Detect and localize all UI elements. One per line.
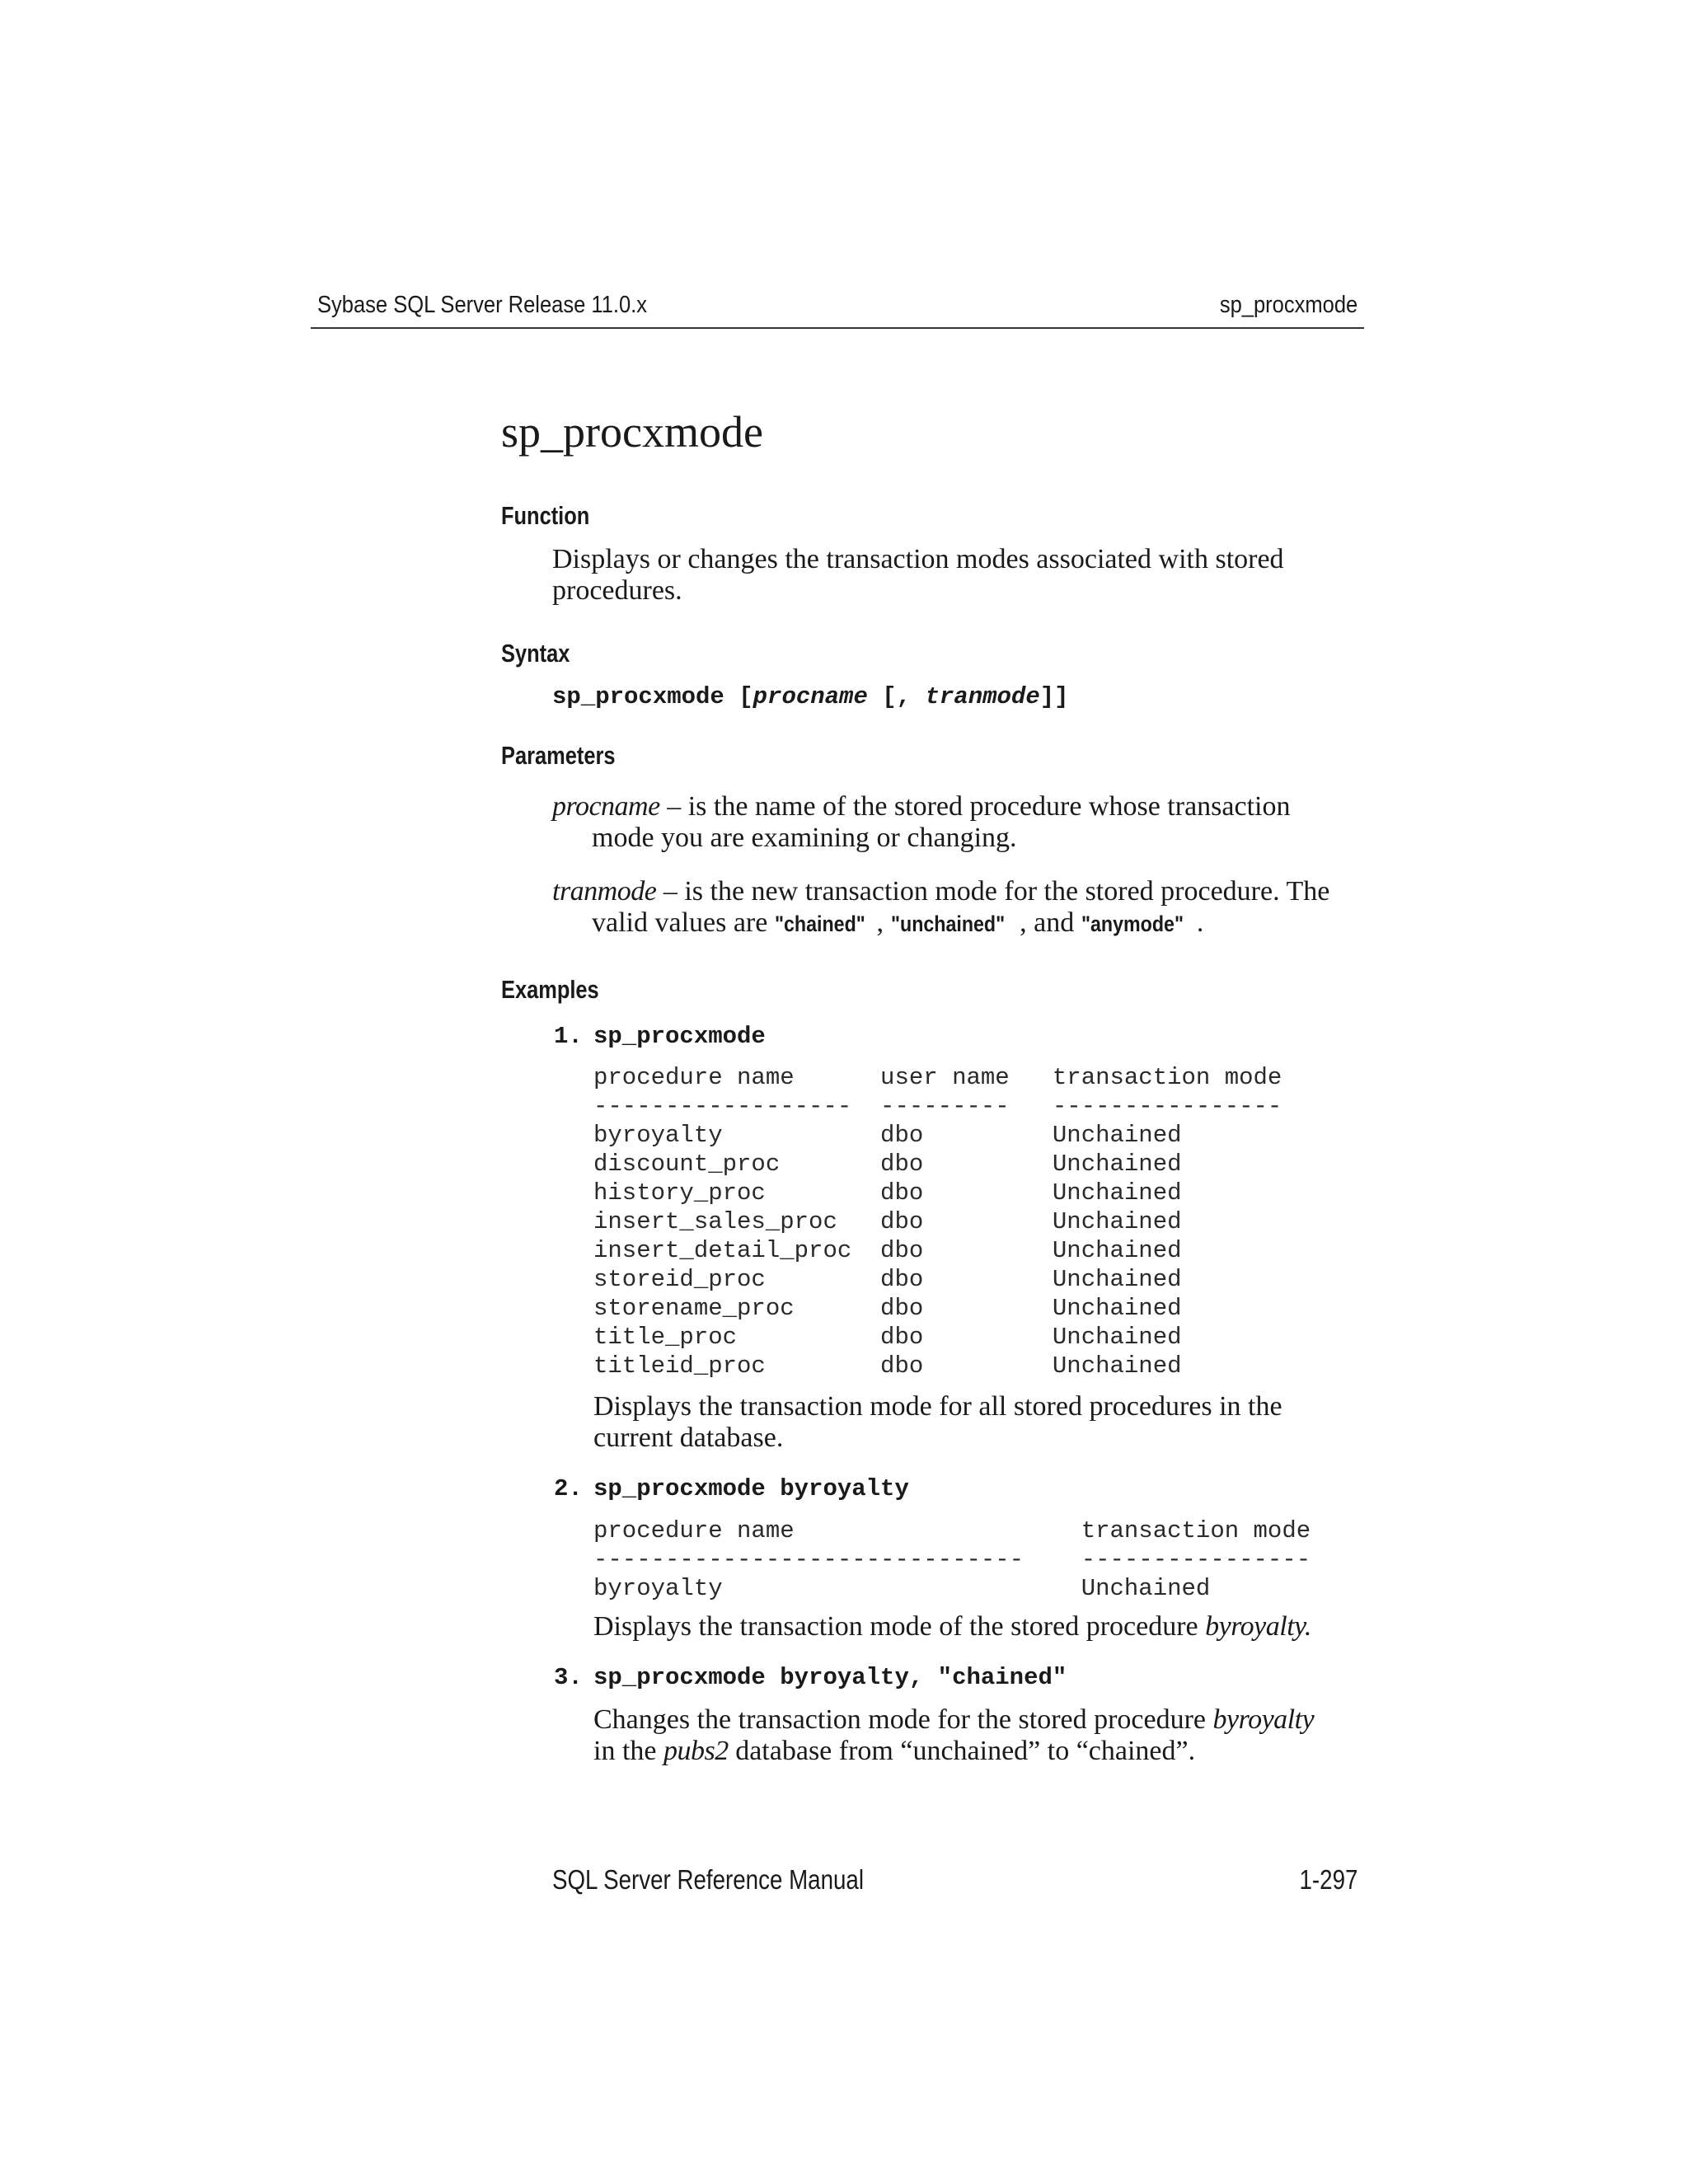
parameter-tranmode-line-1 (552, 876, 1329, 907)
example-3-number: 3. (554, 1664, 583, 1691)
parameters-heading: Parameters (501, 741, 616, 770)
example-3-desc-line-1 (593, 1704, 1314, 1736)
example-3-desc-term-2: pubs2 (663, 1736, 729, 1766)
example-1-desc-line-1: Displays the transaction mode for all stored procedures in the (593, 1391, 1282, 1422)
parameter-procname-desc: – is the name of the stored procedure whose transaction (659, 791, 1291, 822)
example-2-output: procedure name transaction mode ------------------------------ ---------------- byroyalty Unchained (593, 1517, 1311, 1602)
value-anymode: "anymode" (1081, 912, 1184, 936)
function-line-2: procedures. (552, 575, 682, 606)
example-3-desc-text-1: Changes the transaction mode for the stored procedure (593, 1704, 1213, 1735)
examples-heading: Examples (501, 975, 599, 1004)
example-1-number: 1. (554, 1023, 583, 1050)
function-line-1: Displays or changes the transaction modes associated with stored (552, 544, 1284, 574)
page-title: sp_procxmode (501, 407, 763, 457)
example-3-desc-text-2: in the (593, 1736, 663, 1766)
example-1-command: sp_procxmode (593, 1023, 766, 1050)
syntax-close: ]] (1039, 683, 1069, 710)
syntax-separator: [, (867, 683, 926, 710)
function-description (552, 544, 1284, 607)
value-unchained: "unchained" (890, 912, 1005, 936)
parameter-procname-line-2: mode you are examining or changing. (592, 823, 1017, 853)
value-end: . (1196, 907, 1204, 938)
example-2-number: 2. (554, 1475, 583, 1502)
parameter-tranmode-term: tranmode (552, 876, 657, 907)
header-rule (311, 327, 1364, 329)
valid-values-prefix: valid values are (592, 907, 775, 938)
example-3-desc-line-2 (593, 1736, 1314, 1767)
example-3-desc-text-3: database from “unchained” to “chained”. (728, 1736, 1196, 1766)
parameter-tranmode-desc: – is the new transaction mode for the stored procedure. The (656, 876, 1330, 907)
header-topic: sp_procxmode (1219, 292, 1357, 318)
example-3-description (593, 1704, 1314, 1767)
example-2-desc-text: Displays the transaction mode of the stored procedure (593, 1611, 1206, 1642)
running-header (317, 287, 1357, 330)
example-1-description (593, 1391, 1282, 1454)
parameter-procname-term: procname (552, 791, 660, 822)
syntax-arg-procname: procname (753, 683, 868, 710)
parameter-procname (552, 791, 1290, 854)
parameter-tranmode-line-2 (552, 907, 1329, 940)
running-footer (552, 1864, 1357, 1900)
parameter-tranmode (552, 876, 1329, 940)
syntax-command: sp_procxmode [ (552, 683, 753, 710)
syntax-arg-tranmode: tranmode (925, 683, 1040, 710)
example-3-command: sp_procxmode byroyalty, "chained" (593, 1664, 1067, 1691)
value-comma-1: , (876, 907, 891, 938)
footer-manual-title: SQL Server Reference Manual (552, 1864, 864, 1895)
example-1-output: procedure name user name transaction mode ------------------ --------- ---------------- byroyalty dbo Unchained discount_proc dbo Unchained history_proc dbo Unchained insert_sales_proc dbo Unchained insert_detail_proc dbo Unchained storeid_proc dbo Unchained storename_proc dbo Unchained title_proc dbo Unchained titleid_proc dbo Unchained (593, 1064, 1282, 1380)
example-2-command: sp_procxmode byroyalty (593, 1475, 909, 1502)
value-chained: "chained" (774, 912, 865, 936)
page-number: 1-297 (1299, 1864, 1357, 1895)
function-heading: Function (501, 501, 590, 530)
header-release: Sybase SQL Server Release 11.0.x (317, 292, 648, 318)
value-comma-2: , and (1020, 907, 1081, 938)
parameter-procname-line-1 (552, 791, 1290, 823)
syntax-heading: Syntax (501, 639, 570, 668)
syntax-statement (552, 683, 1069, 710)
example-2-description (593, 1611, 1311, 1643)
example-2-desc-term: byroyalty. (1205, 1611, 1311, 1642)
example-3-desc-term-1: byroyalty (1212, 1704, 1315, 1735)
example-1-desc-line-2: current database. (593, 1422, 784, 1453)
